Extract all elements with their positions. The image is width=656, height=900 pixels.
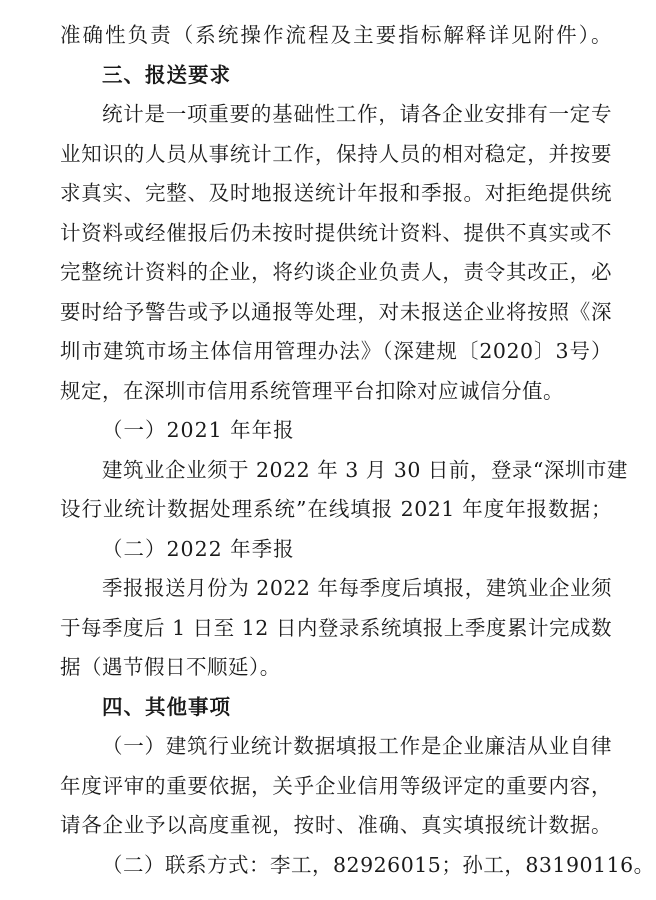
text-line: 准确性负责（系统操作流程及主要指标解释详见附件）。: [60, 23, 612, 47]
text-line: 于每季度后 1 日至 12 日内登录系统填报上季度累计完成数: [60, 615, 612, 640]
text-line: 季报报送月份为 2022 年每季度后填报，建筑业企业须: [102, 576, 612, 600]
text-line: 圳市建筑市场主体信用管理办法》（深建规〔2020〕3号）: [60, 339, 612, 363]
text-line: 建筑业企业须于 2022 年 3 月 30 日前，登录“深圳市建: [102, 457, 628, 482]
text-line: 据（遇节假日不顺延）。: [60, 655, 281, 679]
section-heading: 四、其他事项: [102, 694, 231, 719]
text-line: 计资料或经催报后仍未按时提供统计资料、提供不真实或不: [60, 220, 612, 245]
text-line: 设行业统计数据处理系统”在线填报 2021 年度年报数据；: [60, 497, 612, 521]
subsection-heading: （二）2022 年季报: [102, 536, 295, 561]
text-line: 完整统计资料的企业，将约谈企业负责人，责令其改正，必: [60, 260, 612, 284]
text-line: 求真实、完整、及时地报送统计年报和季报。对拒绝提供统: [60, 181, 612, 205]
section-heading: 三、报送要求: [102, 62, 231, 87]
text-line: 要时给予警告或予以通报等处理，对未报送企业将按照《深: [60, 299, 612, 324]
text-line: 请各企业予以高度重视，按时、准确、真实填报统计数据。: [60, 813, 612, 837]
text-line: 年度评审的重要依据，关乎企业信用等级评定的重要内容，: [60, 773, 612, 798]
subsection-heading: （一）2021 年年报: [102, 418, 295, 442]
text-line: 统计是一项重要的基础性工作，请各企业安排有一定专: [102, 102, 612, 126]
text-line: 业知识的人员从事统计工作，保持人员的相对稳定，并按要: [60, 141, 612, 166]
text-line: （一）建筑行业统计数据填报工作是企业廉洁从业自律: [102, 734, 612, 758]
text-line: （二）联系方式：李工，82926015；孙工，83190116。: [102, 852, 655, 877]
text-line: 规定，在深圳市信用系统管理平台扣除对应诚信分值。: [60, 378, 564, 403]
